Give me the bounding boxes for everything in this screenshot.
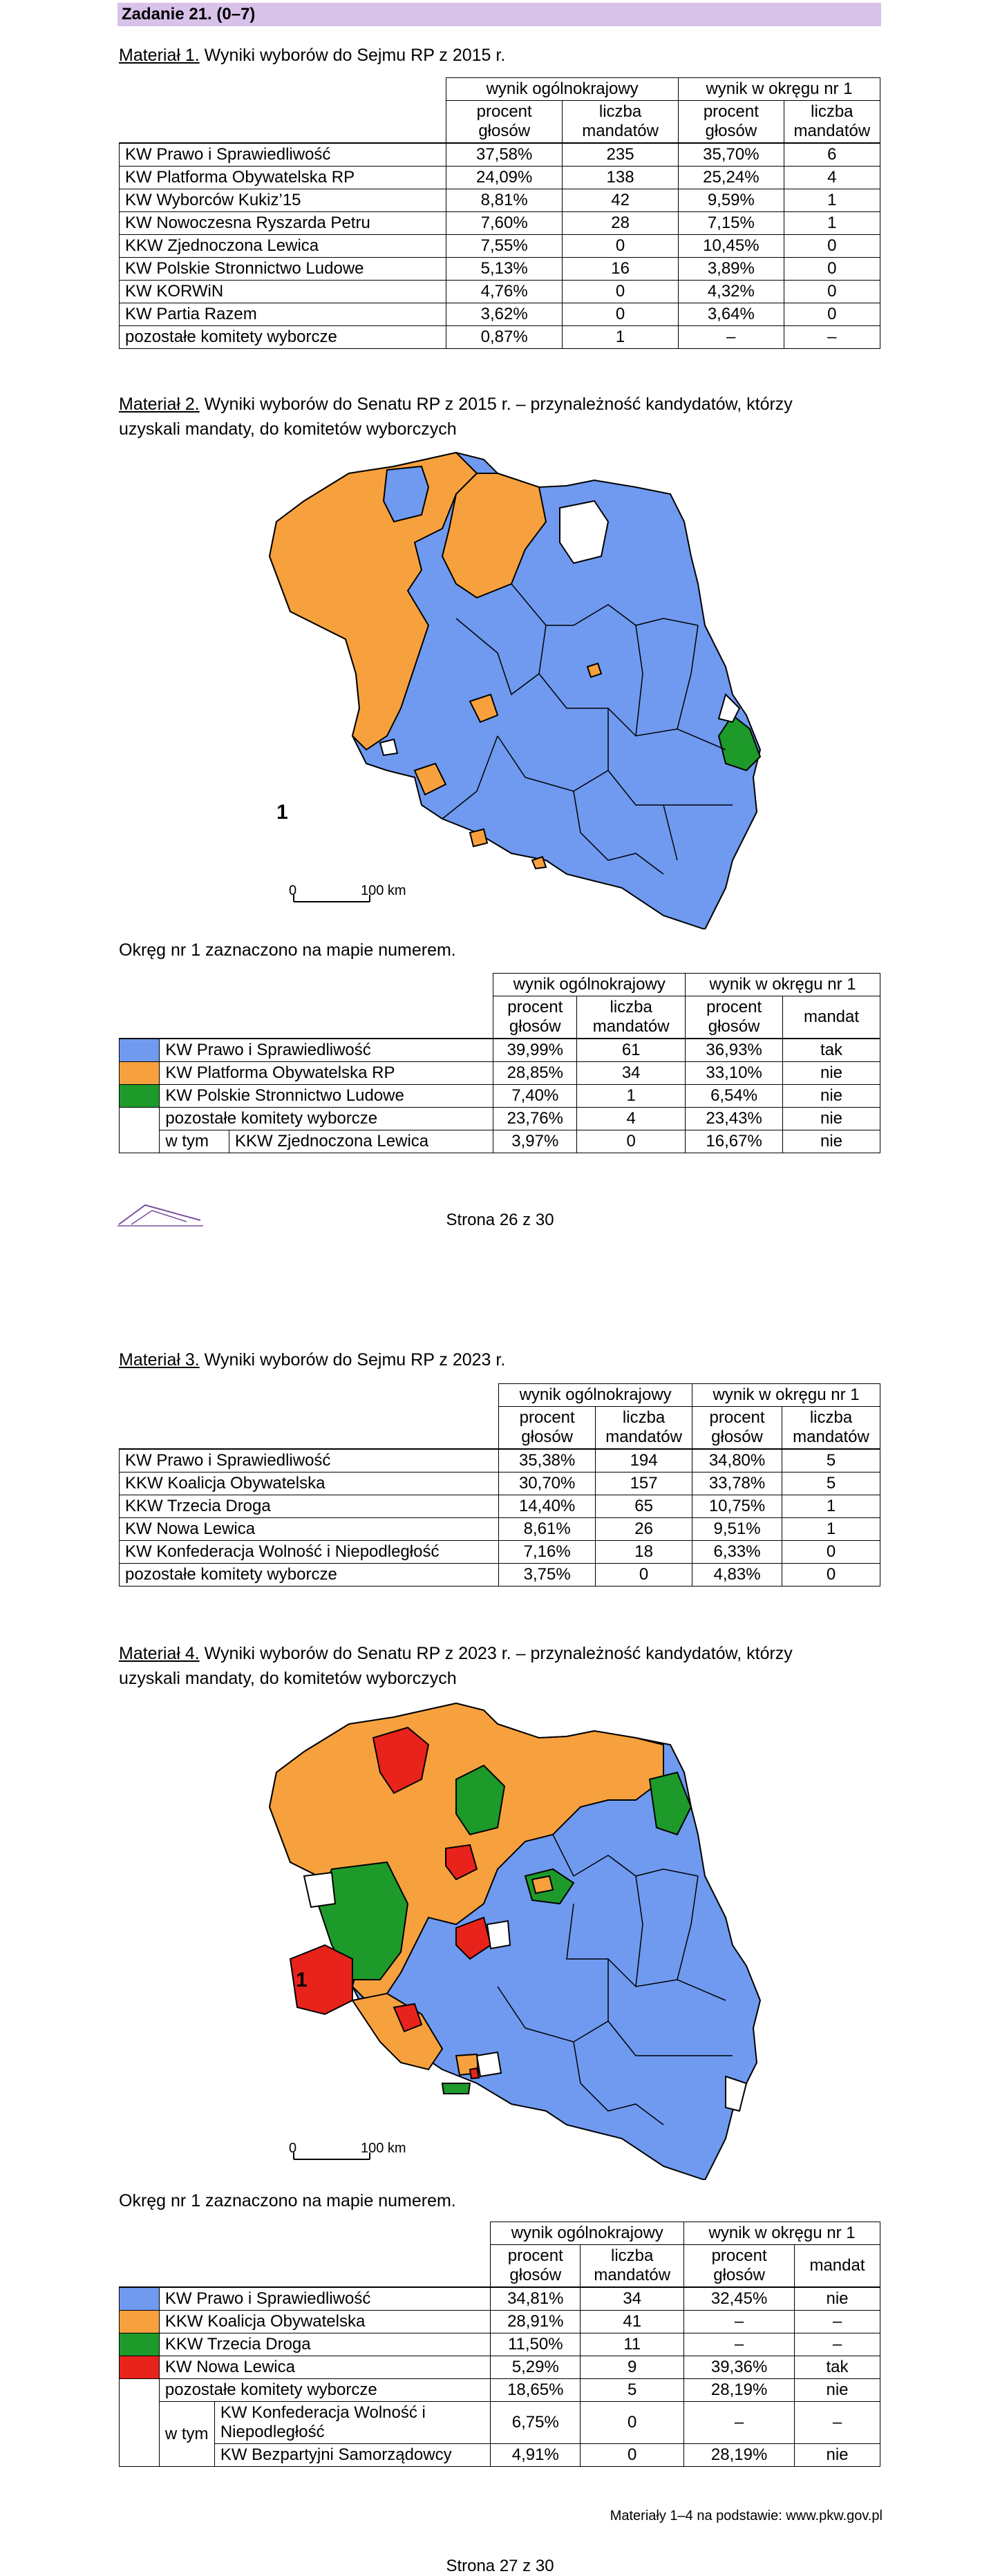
national-seats: 34 xyxy=(577,1062,686,1085)
material-2-table xyxy=(119,973,880,1153)
national-seats: 4 xyxy=(577,1108,686,1130)
scale-bar xyxy=(289,2141,406,2159)
district-percent: 10,45% xyxy=(679,235,784,258)
page-number-27: Strona 27 z 30 xyxy=(446,2557,554,2575)
district-mandate: – xyxy=(795,2333,880,2356)
header-district: wynik w okręgu nr 1 xyxy=(679,78,880,101)
sub-prefix: w tym xyxy=(160,1130,229,1153)
material-3-title: Materiał 3. Wyniki wyborów do Sejmu RP z 2023 r. xyxy=(119,1350,506,1370)
national-seats: 194 xyxy=(596,1449,692,1472)
district-seats: 5 xyxy=(782,1449,880,1472)
national-percent: 28,85% xyxy=(493,1062,577,1085)
scale-label: 100 km xyxy=(361,883,406,898)
party-name: KW Partia Razem xyxy=(120,303,446,326)
table-row xyxy=(120,1085,880,1108)
district-percent: 35,70% xyxy=(679,143,784,167)
district-percent: – xyxy=(684,2311,795,2333)
party-name: pozostałe komitety wyborcze xyxy=(159,2379,490,2402)
col-percent: procent głosów xyxy=(686,996,783,1039)
table-row xyxy=(120,326,880,349)
district-mandate: nie xyxy=(795,2444,880,2467)
map-region-red-south xyxy=(470,2068,479,2078)
legend-swatch xyxy=(120,2356,160,2379)
district-percent: – xyxy=(684,2402,795,2444)
table-row xyxy=(120,1449,880,1472)
header-national: wynik ogólnokrajowy xyxy=(446,78,679,101)
material-2-note: Okręg nr 1 zaznaczono na mapie numerem. xyxy=(119,940,456,960)
map-region-orange-island-4 xyxy=(470,829,487,846)
header-national: wynik ogólnokrajowy xyxy=(491,2222,684,2245)
party-name: KW Platforma Obywatelska RP xyxy=(160,1062,493,1085)
map-region-white-center xyxy=(487,1921,510,1949)
district-percent: 28,19% xyxy=(684,2444,795,2467)
col-percent: procent głosów xyxy=(684,2245,795,2288)
party-name: KW Platforma Obywatelska RP xyxy=(120,167,446,189)
national-seats: 11 xyxy=(581,2333,684,2356)
table-row xyxy=(120,1472,880,1495)
sub-prefix: w tym xyxy=(159,2402,214,2467)
national-seats: 235 xyxy=(563,143,679,167)
legend-swatch xyxy=(120,1108,160,1153)
district-mandate: – xyxy=(795,2311,880,2333)
national-seats: 0 xyxy=(581,2402,684,2444)
map-region-white-se xyxy=(726,2076,746,2111)
national-percent: 5,13% xyxy=(446,258,563,281)
district-percent: 25,24% xyxy=(679,167,784,189)
table-row xyxy=(120,167,880,189)
party-name: KW Prawo i Sprawiedliwość xyxy=(160,1039,493,1062)
legend-swatch xyxy=(120,2333,160,2356)
district-percent: 33,10% xyxy=(686,1062,783,1085)
table-row xyxy=(120,303,880,326)
national-seats: 157 xyxy=(596,1472,692,1495)
national-percent: 28,91% xyxy=(491,2311,581,2333)
party-name: KKW Zjednoczona Lewica xyxy=(120,235,446,258)
district-percent: 39,36% xyxy=(684,2356,795,2379)
national-percent: 7,16% xyxy=(499,1541,596,1564)
col-mandate: mandat xyxy=(783,996,880,1039)
national-seats: 0 xyxy=(581,2444,684,2467)
district-seats: 1 xyxy=(784,189,880,212)
table-row xyxy=(120,1108,880,1130)
district-percent: – xyxy=(684,2333,795,2356)
national-seats: 28 xyxy=(563,212,679,235)
national-percent: 4,76% xyxy=(446,281,563,303)
district-seats: 0 xyxy=(784,281,880,303)
map-region-blue-north xyxy=(384,466,428,522)
national-percent: 30,70% xyxy=(499,1472,596,1495)
material-4-rows xyxy=(120,2287,880,2467)
district-1-marker: 1 xyxy=(296,1969,308,1991)
national-seats: 0 xyxy=(563,303,679,326)
district-percent: 3,64% xyxy=(679,303,784,326)
party-name: KW Nowoczesna Ryszarda Petru xyxy=(120,212,446,235)
material-2-title: Materiał 2. Wyniki wyborów do Senatu RP z 2015 r. – przynależność kandydatów, którzy uzyskali mandaty, do komitetów wyborczych xyxy=(119,395,793,439)
district-percent: 6,33% xyxy=(692,1541,782,1564)
district-seats: 4 xyxy=(784,167,880,189)
national-seats: 1 xyxy=(563,326,679,349)
col-percent: procent głosów xyxy=(493,996,577,1039)
party-name: KW Polskie Stronnictwo Ludowe xyxy=(160,1085,493,1108)
task-header xyxy=(117,3,881,26)
party-name: pozostałe komitety wyborcze xyxy=(120,1564,499,1587)
material-1-title: Materiał 1. Wyniki wyborów do Sejmu RP z 2015 r. xyxy=(119,46,506,65)
material-4-note: Okręg nr 1 zaznaczono na mapie numerem. xyxy=(119,2191,456,2210)
district-percent: 3,89% xyxy=(679,258,784,281)
table-row xyxy=(120,258,880,281)
party-name: KKW Koalicja Obywatelska xyxy=(120,1472,499,1495)
district-percent: 9,59% xyxy=(679,189,784,212)
national-percent: 7,60% xyxy=(446,212,563,235)
header-national: wynik ogólnokrajowy xyxy=(493,974,686,996)
national-percent: 23,76% xyxy=(493,1108,577,1130)
district-percent: 7,15% xyxy=(679,212,784,235)
party-name: KW Prawo i Sprawiedliwość xyxy=(120,143,446,167)
table-row xyxy=(120,2287,880,2311)
legend-swatch xyxy=(120,2287,160,2311)
national-percent: 37,58% xyxy=(446,143,563,167)
district-seats: 1 xyxy=(782,1518,880,1541)
map-region-white-ne xyxy=(560,501,608,563)
header-district: wynik w okręgu nr 1 xyxy=(686,974,880,996)
national-seats: 0 xyxy=(577,1130,686,1153)
national-percent: 0,87% xyxy=(446,326,563,349)
table-row xyxy=(120,1518,880,1541)
scale-bar xyxy=(289,883,406,902)
national-seats: 34 xyxy=(581,2287,684,2311)
col-seats: liczba mandatów xyxy=(563,101,679,144)
district-mandate: – xyxy=(795,2402,880,2444)
district-percent: 32,45% xyxy=(684,2287,795,2311)
table-row xyxy=(120,189,880,212)
table-row xyxy=(120,2311,880,2333)
table-row xyxy=(120,212,880,235)
legend-swatch xyxy=(120,2379,160,2467)
district-mandate: nie xyxy=(783,1062,880,1085)
party-name: KW Prawo i Sprawiedliwość xyxy=(159,2287,490,2311)
map-region-green-south xyxy=(442,2083,470,2094)
material-2-rows xyxy=(120,1039,880,1153)
district-seats: 1 xyxy=(782,1495,880,1518)
table-row-sub xyxy=(120,1130,880,1153)
party-name: KKW Zjednoczona Lewica xyxy=(229,1130,493,1153)
table-row xyxy=(120,143,880,167)
district-percent: 10,75% xyxy=(692,1495,782,1518)
col-seats: liczba mandatów xyxy=(596,1407,692,1450)
table-row xyxy=(120,2356,880,2379)
table-row-sub xyxy=(120,2402,880,2444)
table-row xyxy=(120,1062,880,1085)
col-percent: procent głosów xyxy=(491,2245,581,2288)
district-seats: 0 xyxy=(782,1541,880,1564)
national-seats: 5 xyxy=(581,2379,684,2402)
district-percent: 6,54% xyxy=(686,1085,783,1108)
col-percent: procent głosów xyxy=(446,101,563,144)
col-percent: procent głosów xyxy=(692,1407,782,1450)
party-name: KW Wyborców Kukiz’15 xyxy=(120,189,446,212)
col-percent: procent głosów xyxy=(499,1407,596,1450)
scale-zero: 0 xyxy=(289,883,297,898)
district-mandate: nie xyxy=(783,1085,880,1108)
district-percent: 34,80% xyxy=(692,1449,782,1472)
header-district: wynik w okręgu nr 1 xyxy=(692,1384,880,1407)
district-mandate: nie xyxy=(795,2287,880,2311)
national-seats: 42 xyxy=(563,189,679,212)
district-seats: 1 xyxy=(784,212,880,235)
map-region-orange-island-3 xyxy=(587,663,601,677)
senate-2023-map xyxy=(249,1696,774,2180)
district-percent: 33,78% xyxy=(692,1472,782,1495)
district-percent: 36,93% xyxy=(686,1039,783,1062)
senate-2015-map xyxy=(249,446,774,929)
col-seats: liczba mandatów xyxy=(577,996,686,1039)
district-mandate: tak xyxy=(795,2356,880,2379)
national-percent: 24,09% xyxy=(446,167,563,189)
party-name: KW Prawo i Sprawiedliwość xyxy=(120,1449,499,1472)
national-percent: 39,99% xyxy=(493,1039,577,1062)
col-seats: liczba mandatów xyxy=(782,1407,880,1450)
header-district: wynik w okręgu nr 1 xyxy=(684,2222,880,2245)
scale-label: 100 km xyxy=(361,2141,406,2156)
district-mandate: nie xyxy=(783,1130,880,1153)
national-percent: 18,65% xyxy=(491,2379,581,2402)
map-region-white-west xyxy=(304,1873,335,1907)
district-seats: 6 xyxy=(784,143,880,167)
national-percent: 8,81% xyxy=(446,189,563,212)
national-seats: 16 xyxy=(563,258,679,281)
national-percent: 5,29% xyxy=(491,2356,581,2379)
party-name: KW Nowa Lewica xyxy=(120,1518,499,1541)
national-percent: 4,91% xyxy=(491,2444,581,2467)
national-seats: 41 xyxy=(581,2311,684,2333)
national-percent: 6,75% xyxy=(491,2402,581,2444)
party-name: KKW Trzecia Droga xyxy=(120,1495,499,1518)
material-4-title: Materiał 4. Wyniki wyborów do Senatu RP z 2023 r. – przynależność kandydatów, którzy uzyskali mandaty, do komitetów wyborczych xyxy=(119,1644,793,1688)
material-3-table xyxy=(119,1383,880,1587)
national-percent: 34,81% xyxy=(491,2287,581,2311)
district-1-marker: 1 xyxy=(276,801,288,824)
party-name: KW Konfederacja Wolność i Niepodległość xyxy=(120,1541,499,1564)
national-seats: 0 xyxy=(563,235,679,258)
district-percent: 28,19% xyxy=(684,2379,795,2402)
col-seats: liczba mandatów xyxy=(581,2245,684,2288)
national-seats: 26 xyxy=(596,1518,692,1541)
district-seats: 5 xyxy=(782,1472,880,1495)
party-name: KW Konfederacja Wolność i Niepodległość xyxy=(214,2402,490,2444)
col-mandate: mandat xyxy=(795,2245,880,2288)
table-row xyxy=(120,1039,880,1062)
district-percent: 16,67% xyxy=(686,1130,783,1153)
party-name: KW Polskie Stronnictwo Ludowe xyxy=(120,258,446,281)
map-region-white-south xyxy=(477,2052,501,2076)
national-seats: 61 xyxy=(577,1039,686,1062)
material-1-rows xyxy=(120,143,880,349)
party-name: KKW Koalicja Obywatelska xyxy=(159,2311,490,2333)
table-row-sub xyxy=(120,2444,880,2467)
legend-swatch xyxy=(120,2311,160,2333)
national-seats: 18 xyxy=(596,1541,692,1564)
district-seats: 0 xyxy=(784,235,880,258)
material-4-table xyxy=(119,2222,880,2467)
district-percent: – xyxy=(679,326,784,349)
national-percent: 3,97% xyxy=(493,1130,577,1153)
legend-swatch xyxy=(120,1062,160,1085)
col-percent: procent głosów xyxy=(679,101,784,144)
national-percent: 3,75% xyxy=(499,1564,596,1587)
district-mandate: nie xyxy=(783,1108,880,1130)
national-seats: 0 xyxy=(563,281,679,303)
legend-swatch xyxy=(120,1039,160,1062)
party-name: KW Bezpartyjni Samorządowcy xyxy=(214,2444,490,2467)
scale-zero: 0 xyxy=(289,2141,297,2156)
table-row xyxy=(120,281,880,303)
district-percent: 4,32% xyxy=(679,281,784,303)
national-percent: 7,55% xyxy=(446,235,563,258)
district-seats: 0 xyxy=(784,303,880,326)
district-percent: 4,83% xyxy=(692,1564,782,1587)
material-1-table xyxy=(119,77,880,349)
district-mandate: nie xyxy=(795,2379,880,2402)
table-row xyxy=(120,2379,880,2402)
legend-swatch xyxy=(120,1085,160,1108)
table-row xyxy=(120,2333,880,2356)
material-3-rows xyxy=(120,1449,880,1587)
national-seats: 138 xyxy=(563,167,679,189)
national-percent: 35,38% xyxy=(499,1449,596,1472)
national-percent: 14,40% xyxy=(499,1495,596,1518)
national-percent: 7,40% xyxy=(493,1085,577,1108)
table-row xyxy=(120,1541,880,1564)
map-region-white-west xyxy=(380,739,397,755)
national-percent: 11,50% xyxy=(491,2333,581,2356)
task-title: Zadanie 21. (0–7) xyxy=(122,5,256,23)
table-row xyxy=(120,235,880,258)
district-mandate: tak xyxy=(783,1039,880,1062)
party-name: KW Nowa Lewica xyxy=(159,2356,490,2379)
national-seats: 1 xyxy=(577,1085,686,1108)
page-number-26: Strona 26 z 30 xyxy=(446,1211,554,1229)
national-percent: 3,62% xyxy=(446,303,563,326)
party-name: KW KORWiN xyxy=(120,281,446,303)
map-region-orange-center-east xyxy=(532,1876,553,1893)
party-name: KKW Trzecia Droga xyxy=(159,2333,490,2356)
district-percent: 23,43% xyxy=(686,1108,783,1130)
national-seats: 0 xyxy=(596,1564,692,1587)
national-seats: 9 xyxy=(581,2356,684,2379)
table-row xyxy=(120,1495,880,1518)
national-seats: 65 xyxy=(596,1495,692,1518)
table-row xyxy=(120,1564,880,1587)
source-note: Materiały 1–4 na podstawie: www.pkw.gov.pl xyxy=(610,2508,883,2523)
national-percent: 8,61% xyxy=(499,1518,596,1541)
party-name: pozostałe komitety wyborcze xyxy=(160,1108,493,1130)
district-seats: 0 xyxy=(782,1564,880,1587)
district-seats: – xyxy=(784,326,880,349)
district-seats: 0 xyxy=(784,258,880,281)
header-national: wynik ogólnokrajowy xyxy=(499,1384,692,1407)
party-name: pozostałe komitety wyborcze xyxy=(120,326,446,349)
district-percent: 9,51% xyxy=(692,1518,782,1541)
col-seats: liczba mandatów xyxy=(784,101,880,144)
